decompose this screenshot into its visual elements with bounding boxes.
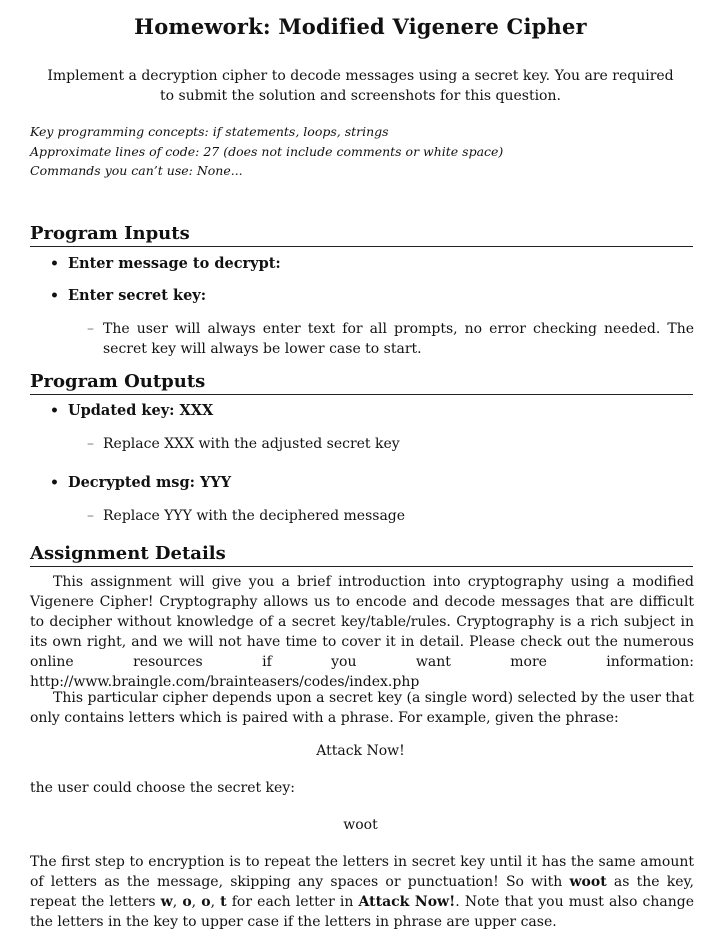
para3-key: woot bbox=[569, 874, 607, 890]
outputs-note-msg bbox=[87, 506, 694, 526]
bullet-text: Updated key: XXX bbox=[68, 402, 214, 419]
separator: , bbox=[191, 894, 202, 910]
details-paragraph-3 bbox=[30, 852, 694, 932]
inputs-bullet-key bbox=[50, 287, 206, 304]
section-heading-details: Assignment Details bbox=[30, 543, 693, 567]
inputs-note bbox=[87, 319, 694, 359]
para3-text-a: The first step to encryption is to repeat the letters in secret key until it has the same amount of letters as the message, skipping any spaces or punctuation! So with bbox=[30, 854, 694, 890]
para3-phrase: Attack Now! bbox=[358, 894, 456, 910]
bullet-icon: • bbox=[50, 256, 59, 272]
inputs-bullet-message bbox=[50, 255, 281, 272]
outputs-note-key bbox=[87, 434, 694, 454]
letter-w: w bbox=[160, 894, 173, 910]
bullet-icon: • bbox=[50, 288, 59, 304]
section-heading-inputs: Program Inputs bbox=[30, 223, 693, 247]
intro-text: Implement a decryption cipher to decode messages using a secret key. You are required to submit the solution and screenshots for this question. bbox=[47, 68, 674, 104]
details-paragraph-2: This particular cipher depends upon a secret key (a single word) selected by the user that only contains letters which is paired with a phrase. For example, given the phrase: bbox=[30, 690, 694, 726]
note-text: The user will always enter text for all prompts, no error checking needed. The secret key will always be lower case to start. bbox=[103, 321, 694, 357]
letter-t: t bbox=[220, 894, 227, 910]
outputs-bullet-msg bbox=[50, 474, 231, 491]
meta-commands: Commands you can’t use: None... bbox=[30, 163, 243, 178]
meta-block bbox=[30, 122, 503, 181]
note-text: Replace XXX with the adjusted secret key bbox=[103, 436, 400, 452]
bullet-text: Decrypted msg: YYY bbox=[68, 474, 232, 491]
bullet-icon: • bbox=[50, 475, 59, 491]
example-key: woot bbox=[343, 817, 378, 833]
para3-text-b: as the key, repeat the letters bbox=[30, 874, 694, 910]
bullet-text: Enter message to decrypt: bbox=[68, 255, 281, 272]
page-title: Homework: Modified Vigenere Cipher bbox=[134, 14, 587, 39]
meta-concepts: Key programming concepts: if statements, loops, strings bbox=[30, 124, 389, 139]
dash-icon: – bbox=[87, 436, 94, 452]
example-phrase: Attack Now! bbox=[316, 743, 405, 759]
dash-icon: – bbox=[87, 508, 94, 524]
bullet-icon: • bbox=[50, 403, 59, 419]
details-paragraph-1: This assignment will give you a brief introduction into cryptography using a modified Vigenere Cipher! Cryptography allows us to encode and decode messages that are difficult to decipher without knowledge of a secret key/table/rules. Cryptography is a rich subject in its own right, and we will not have time to cover it in detail. Please check out the numerous online resources if you want more information: http://www.braingle.com/brainteasers/codes/index.php bbox=[30, 574, 694, 690]
separator: , bbox=[172, 894, 183, 910]
para3-text-c: for each letter in bbox=[226, 894, 359, 910]
letter-o-first: o bbox=[182, 894, 192, 910]
dash-icon: – bbox=[87, 321, 94, 337]
letter-o-second: o bbox=[201, 894, 211, 910]
outputs-bullet-key bbox=[50, 402, 213, 419]
choose-key-text: the user could choose the secret key: bbox=[30, 780, 295, 796]
bullet-text: Enter secret key: bbox=[68, 287, 207, 304]
note-text: Replace YYY with the deciphered message bbox=[103, 508, 406, 524]
para3-text-d: . Note that you must also change the letters in the key to upper case if the letters in phrase are upper case. bbox=[30, 894, 694, 930]
meta-lines: Approximate lines of code: 27 (does not include comments or white space) bbox=[30, 143, 504, 159]
separator: , bbox=[210, 894, 221, 910]
section-heading-outputs: Program Outputs bbox=[30, 371, 693, 395]
